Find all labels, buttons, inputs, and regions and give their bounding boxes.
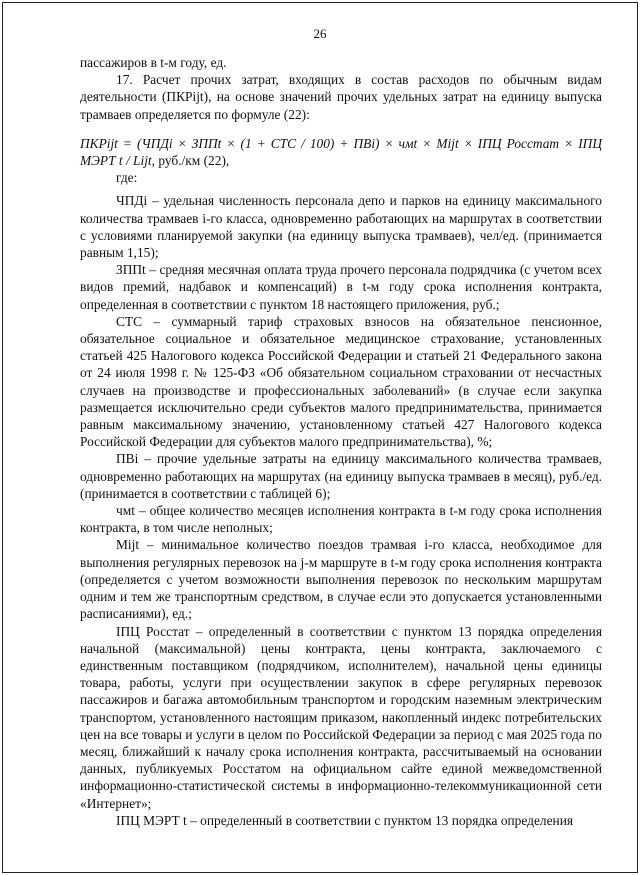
- definition-cts: CТС – суммарный тариф страховых взносов на обязательное пенсионное, обязательное социальное и обязательное медицинское страхование, установленных статьей 425 Налогового кодекса Российской Федерации и статьей 21 Федерального закона от 24 июля 1998 г. № 125-ФЗ «Об обязательном социальном страховании от несчастных случаев на производстве и профессиональных заболеваний» (в случае если закупка размещается исключительно среди субъектов малого предпринимательства, принимается равным максимальному значению, установленному статьей 427 Налогового кодекса Российской Федерации для субъектов малого предпринимательства), %;: [80, 313, 602, 450]
- definition-pv: ПВi – прочие удельные затраты на единицу максимального количества трамваев, одновременно работающих на маршрутах (на единицу выпуска трамваев в месяц), руб./ед. (принимается в соответствии с таблицей 6);: [80, 451, 602, 501]
- document-body: [80, 54, 602, 829]
- definition-ipc-rosstat: IПЦ Росстат – определенный в соответствии с пунктом 13 порядка определения начальной (максимальной) цены контракта, цены контракта, заключаемого с единственным поставщиком (подрядчиком, исполнителем), начальной цены единицы товара, работы, услуги при осуществлении закупок в сфере регулярных перевозок пассажиров и багажа автомобильным транспортом и городским наземным электрическим транспортом, установленного настоящим приказом, накопленный индекс потребительских цен на все товары и услуги в целом по Российской Федерации за период с мая 2025 года по месяц, ближайший к началу срока исполнения контракта, рассчитываемый на основании данных, публикуемых Росстатом на официальном сайте единой межведомственной информационно-статистической системы в информационно-телекоммуникационной сети «Интернет»;: [80, 623, 602, 811]
- definition-zpp: ЗППt – средняя месячная оплата труда прочего персонала подрядчика (с учетом всех видов премий, надбавок и компенсаций) в t-м году срока исполнения контракта, определенная в соответствии с пунктом 18 настоящего приложения, руб.;: [80, 262, 602, 312]
- formula-suffix: , руб./км (22),: [151, 153, 230, 169]
- paragraph-item-17: 17. Расчет прочих затрат, входящих в состав расходов по обычным видам деятельности (ПКРijt), на основе значений прочих удельных затрат на единицу выпуска трамваев определяется по формуле (22):: [80, 72, 602, 122]
- definition-chpd: ЧПДi – удельная численность персонала депо и парков на единицу максимального количества трамваев i-го класса, одновременно работающих на маршрутах в соответствии с условиями планируемой закупки (на единицу выпуска трамваев), чел/ед. (принимается равным 1,15);: [80, 193, 602, 261]
- definition-ipc-mert: IПЦ МЭРТ t – определенный в соответствии с пунктом 13 порядка определения: [116, 812, 574, 828]
- definition-mijt: Mijt – минимальное количество поездов трамвая i-го класса, необходимое для выполнения регулярных перевозок на j-м маршруте в t-м году срока исполнения контракта (определяется с учетом возможности выполнения перевозок по нескольким маршрутам одним и тем же транспортным средством, в случае если это допускается установленными расписаниями), ед.;: [80, 537, 602, 622]
- definition-chm: чмt – общее количество месяцев исполнения контракта в t-м году срока исполнения контракта, в том числе неполных;: [80, 503, 602, 536]
- formula-22: [80, 135, 602, 169]
- page-number: 26: [313, 26, 327, 41]
- formula-expression: ПКРijt = (ЧПДi × ЗППt × (1 + CТС / 100) + ПВi) × чмt × Mijt × IПЦ Росстат × IПЦ МЭРТ t / Lijt: [80, 135, 602, 169]
- where-label: где:: [116, 170, 138, 186]
- paragraph-continuation: пассажиров в t-м году, ед.: [80, 55, 227, 70]
